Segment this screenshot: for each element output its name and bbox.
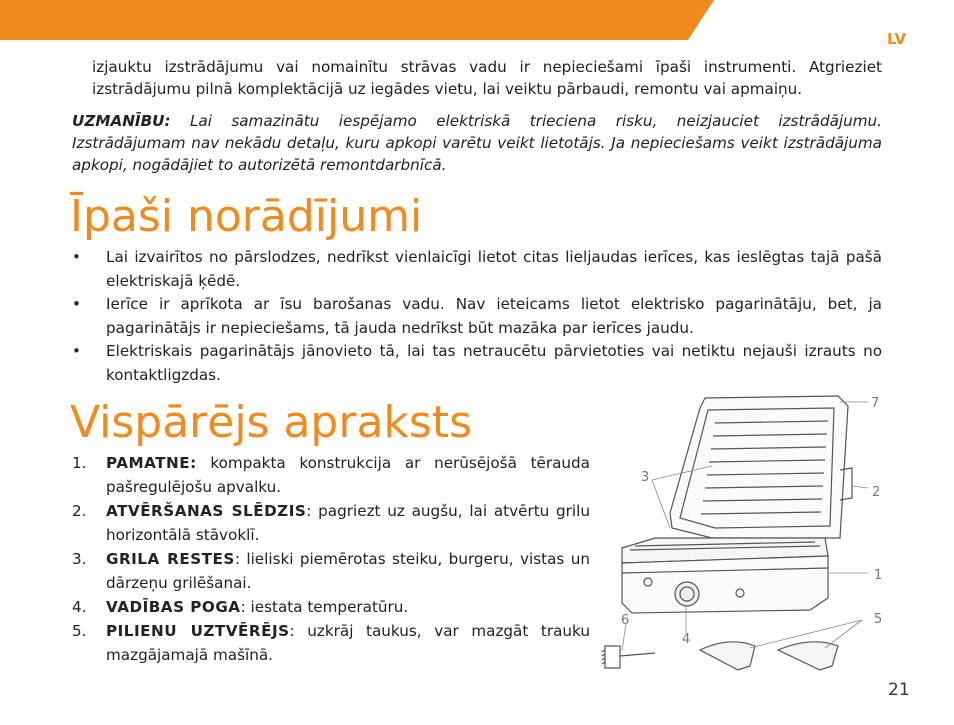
general-description-title: Vispārējs apraksts bbox=[70, 397, 472, 448]
callout-7: 7 bbox=[871, 396, 880, 411]
warning-label: UZMANĪBU: bbox=[72, 112, 171, 130]
warning-text: Lai samazinātu iespējamo elektriskā trieciena risku, neizjauciet izstrādājumu. Izstrādājumam nav nekādu detaļu, kuru apkopi varētu veikt lietotājs. Ja nepieciešams veikt izstrādājuma apkopi, nogādājiet to autorizētā remontdarbnīcā. bbox=[72, 112, 882, 174]
callout-5: 5 bbox=[874, 612, 883, 627]
intro-paragraph: izjauktu izstrādājumu vai nomainītu strāvas vadu ir nepieciešami īpaši instrumenti. Atgrieziet izstrādājumu pilnā komplektācijā uz iegādes vietu, lai veiktu pārbaudi, remontu vai apmaiņu. bbox=[92, 58, 882, 98]
callout-4: 4 bbox=[682, 632, 691, 647]
grill-illustration bbox=[600, 388, 900, 688]
bullet: • bbox=[72, 295, 81, 313]
callout-3: 3 bbox=[641, 470, 650, 485]
language-code: LV bbox=[887, 30, 907, 48]
bullet: • bbox=[72, 248, 81, 266]
parts-list bbox=[72, 451, 590, 667]
list-item: • Ierīce ir aprīkota ar īsu barošanas vadu. Nav ieteicams lietot elektrisko pagarinātāju, bet, ja pagarinātājs ir nepieciešams, tā jauda nedrīkst būt mazāka par ierīces jaudu. bbox=[72, 295, 882, 337]
special-instructions-list bbox=[72, 246, 882, 387]
callout-2: 2 bbox=[872, 485, 881, 500]
callout-1: 1 bbox=[874, 568, 883, 583]
list-item: 1. PAMATNE: kompakta konstrukcija ar nerūsējošā tērauda pašregulējošu apvalku. bbox=[72, 454, 590, 496]
warning-paragraph bbox=[72, 110, 882, 176]
list-item: 3. GRILA RESTES: lieliski piemērotas steiku, burgeru, vistas un dārzeņu grilēšanai. bbox=[72, 550, 590, 592]
bullet: • bbox=[72, 342, 81, 360]
list-item: • Elektriskais pagarinātājs jānovieto tā, lai tas netraucētu pārvietoties vai netiktu nejauši izrauts no kontaktligzdas. bbox=[72, 342, 882, 384]
page-number: 21 bbox=[888, 680, 910, 700]
list-item: 4. VADĪBAS POGA: iestata temperatūru. bbox=[72, 598, 409, 616]
list-item: • Lai izvairītos no pārslodzes, nedrīkst vienlaicīgi lietot citas lieljaudas ierīces, kas ieslēgtas tajā pašā elektriskajā ķēdē. bbox=[72, 248, 882, 290]
header-accent-bar bbox=[0, 0, 954, 40]
list-item: 5. PILIENU UZTVĒRĒJS: uzkrāj taukus, var mazgāt trauku mazgājamajā mašīnā. bbox=[72, 622, 590, 664]
special-instructions-title: Īpaši norādījumi bbox=[70, 191, 423, 242]
list-item: 2. ATVĒRŠANAS SLĒDZIS: pagriezt uz augšu, lai atvērtu grilu horizontālā stāvoklī. bbox=[72, 502, 590, 544]
callout-6: 6 bbox=[621, 613, 630, 628]
